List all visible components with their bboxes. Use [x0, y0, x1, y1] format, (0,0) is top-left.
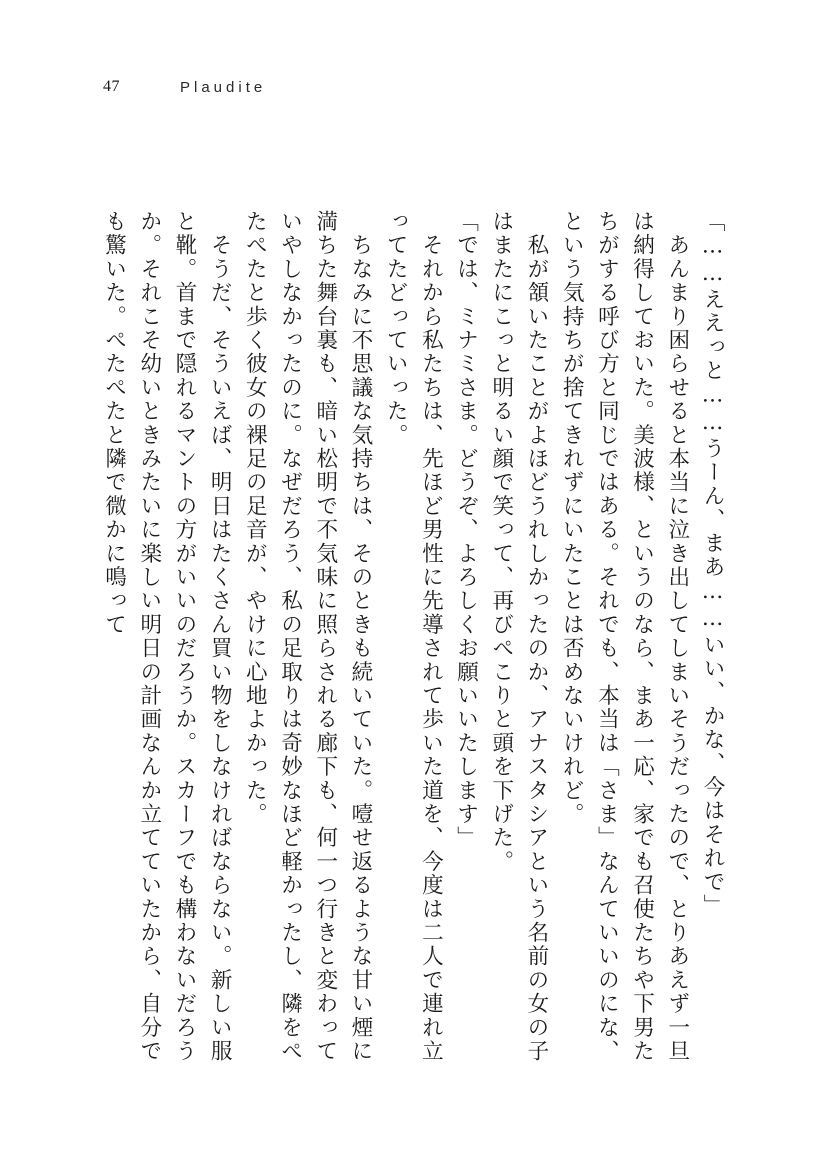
paragraph: そうだ、そういえば、明日はたくさん買い物をしなければならない。新しい服と靴。首まで隠れるマントの方がいいのだろうか。スカーフでも構わないだろうか。それこそ幼いときみたいに楽しい明日の計画なんか立てていたから、自分でも驚いた。ぺたぺたと隣で微かに鳴って	[101, 210, 233, 1064]
paragraph: ちなみに不思議な気持ちは、そのときも続いていた。噎せ返るような甘い煙に満ちた舞台裏も、暗い松明で不気味に照らされる廊下も、何一つ行きと変わっていやしなかったのに。なぜだろう、私の足取りは奇妙なほど軽かったし、隣をぺたぺたと歩く彼女の裸足の足音が、やけに心地よかった。	[242, 210, 373, 1064]
paragraph: 私が頷いたことがよほどうれしかったのか、アナスタシアという名前の女の子はまたにこっと明るい顔で笑って、再びぺこりと頭を下げた。	[488, 210, 549, 1064]
paragraph: 「……ええっと……うーん、まあ……いい、かな、今はそれで」	[700, 210, 725, 918]
paragraph: 「では、ミナミさま。どうぞ、よろしくお願いいたします」	[453, 210, 479, 850]
paragraph: それから私たちは、先ほど男性に先導されて歩いた道を、今度は二人で連れ立ってたどっていった。	[383, 210, 444, 1064]
body-text	[90, 210, 730, 1070]
page-number: 47	[103, 78, 120, 95]
paragraph: あんまり困らせると本当に泣き出してしまいそうだったので、とりあえず一旦は納得しておいた。美波様、というのなら、まあ一応、家でも召使たちや下男たちがする呼び方と同じではある。それでも、本当は「さま」なんていいのにな、という気持ちが捨てきれずにいたことは否めないけれど。	[559, 210, 690, 1064]
running-title: Plaudite	[180, 79, 267, 96]
